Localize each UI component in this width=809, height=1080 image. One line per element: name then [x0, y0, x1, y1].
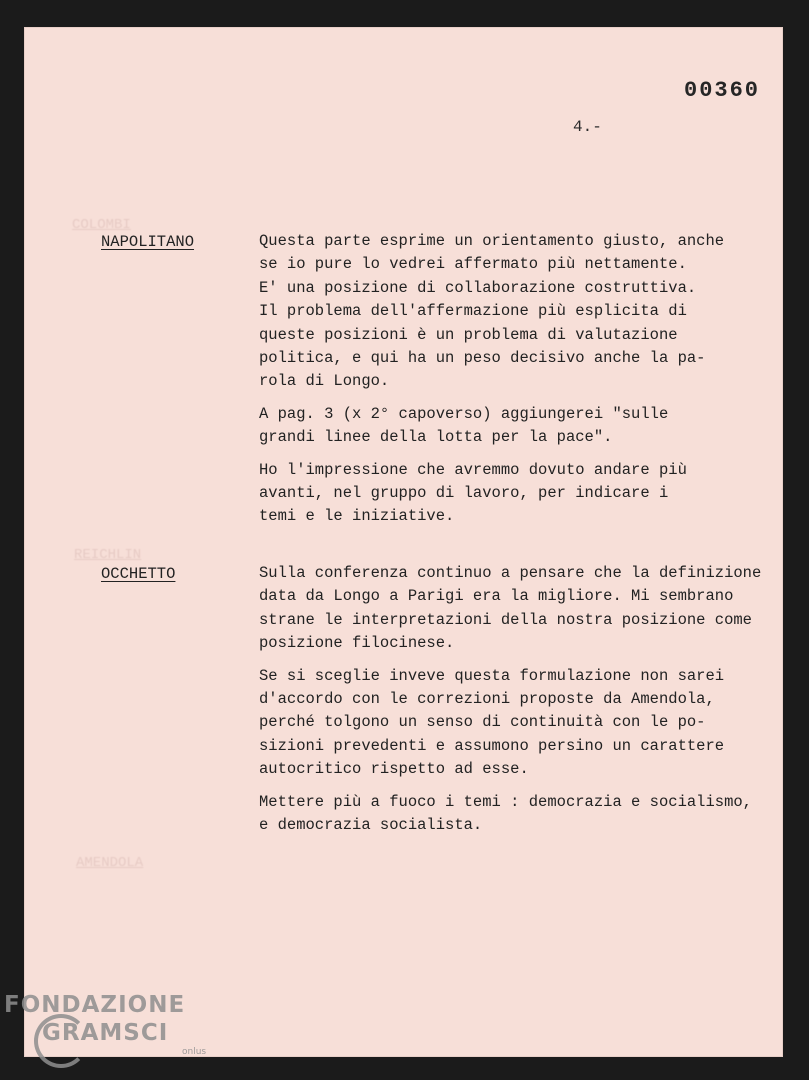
page-number: 4.- [573, 118, 602, 136]
logo-ring-icon [34, 1014, 88, 1068]
speaker-name-occhetto: OCCHETTO [101, 565, 176, 583]
speaker-name-napolitano: NAPOLITANO [101, 233, 195, 251]
speech-block-napolitano [259, 230, 779, 538]
watermark-line-1: FONDAZIONE [4, 992, 186, 1018]
paragraph: Sulla conferenza continuo a pensare che la definizione data da Longo a Parigi era la migliore. Mi sembrano strane le interpretazioni della nostra posizione come posizione filocinese. [259, 564, 762, 653]
watermark-suffix: onlus [182, 1047, 207, 1057]
speech-block-occhetto [259, 562, 779, 846]
paragraph: Ho l'impressione che avremmo dovuto andare più avanti, nel gruppo di lavoro, per indicare i temi e le iniziative. [259, 460, 687, 526]
fondazione-gramsci-watermark [4, 992, 207, 1057]
document-page [24, 27, 783, 1057]
archive-number: 00360 [684, 78, 761, 103]
paragraph: Questa parte esprime un orientamento giusto, anche se io pure lo vedrei affermato più nettamente. E' una posizione di collaborazione costruttiva. Il problema dell'affermazione più esplicita di queste posizioni è un problema di valutazione politica, e qui ha un peso decisivo anche la pa- rola di Longo. [259, 232, 725, 391]
paragraph: Mettere più a fuoco i temi : democrazia e socialismo, e democrazia socialista. [259, 792, 752, 835]
bleed-through-name-3: AMENDOLA [76, 855, 144, 871]
bleed-through-name-1: COLOMBI [72, 217, 131, 233]
watermark-line-2: GRAMSCI [42, 1020, 169, 1046]
paragraph: Se si sceglie inveve questa formulazione non sarei d'accordo con le correzioni proposte da Amendola, perché tolgono un senso di continuità con le po- sizioni prevedenti e assumono persino un carattere autocritico rispetto ad esse. [259, 666, 725, 779]
bleed-through-name-2: REICHLIN [74, 547, 142, 563]
paragraph: A pag. 3 (x 2° capoverso) aggiungerei "sulle grandi linee della lotta per la pace". [259, 404, 669, 447]
